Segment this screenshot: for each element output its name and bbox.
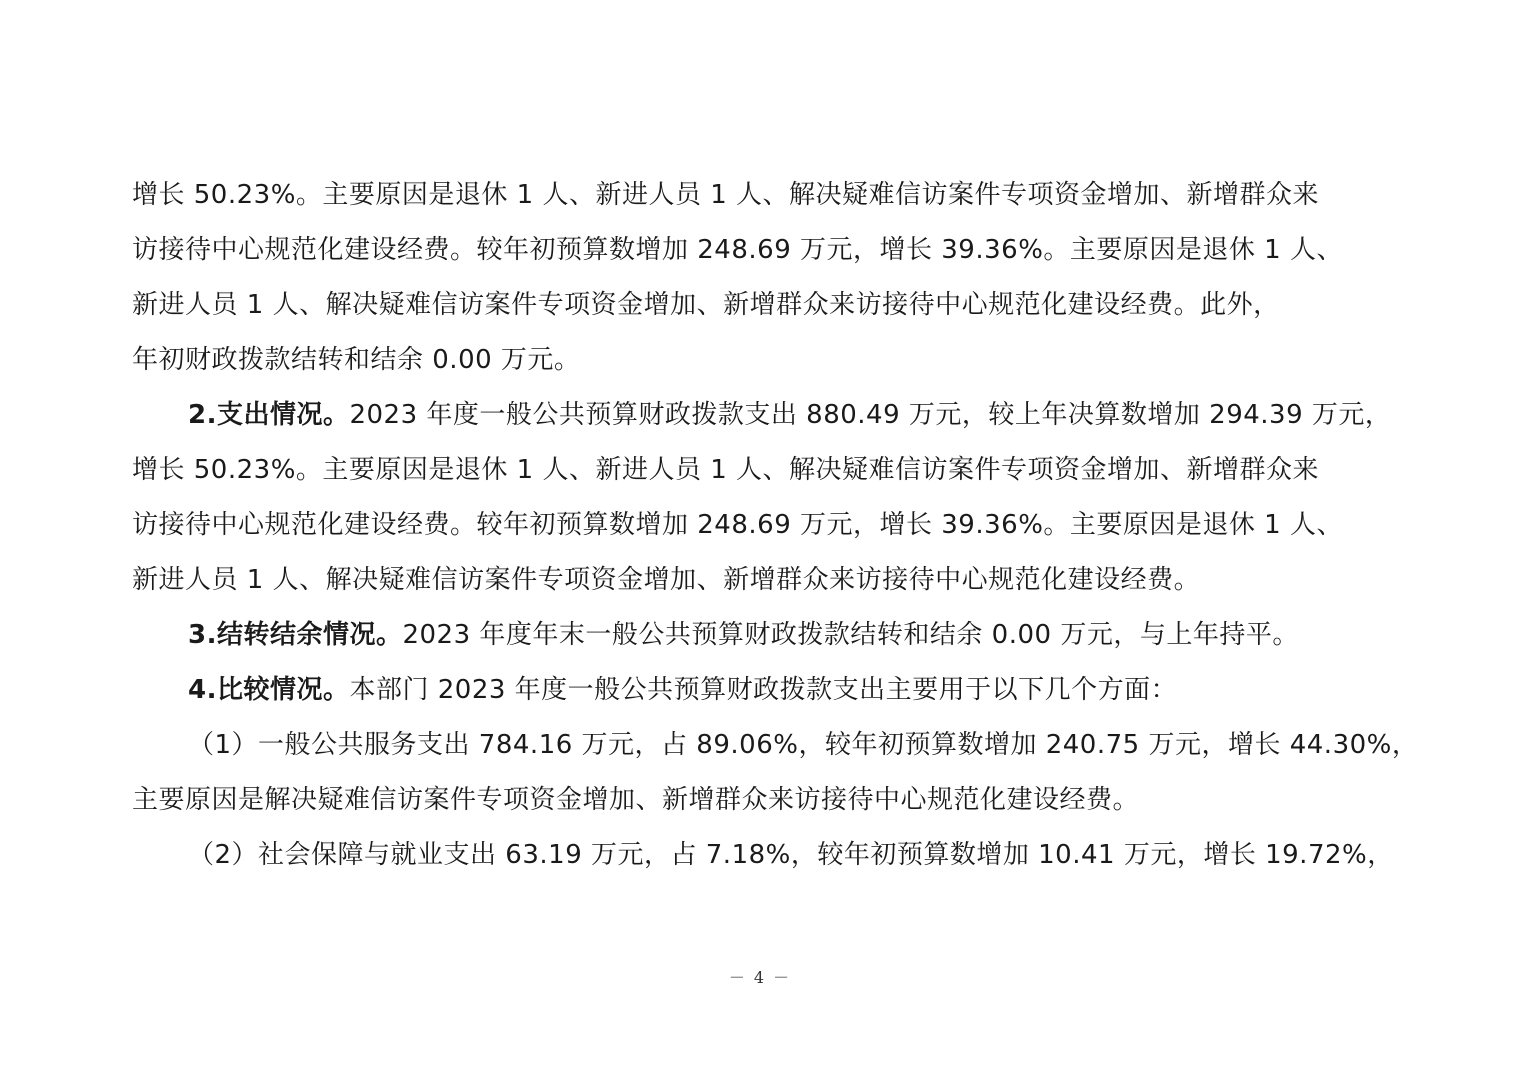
section-2-first-line xyxy=(188,398,1391,432)
section-2-text: 2023 年度一般公共预算财政拨款支出 880.49 万元，较上年决算数增加 294.39 万元， xyxy=(349,400,1392,430)
list-item-1-line: 主要原因是解决疑难信访案件专项资金增加、新增群众来访接待中心规范化建设经费。 xyxy=(132,785,1140,815)
paragraph-line: 增长 50.23%。主要原因是退休 1 人、新进人员 1 人、解决疑难信访案件专项资金增加、新增群众来 xyxy=(132,180,1320,210)
paragraph-line: 年初财政拨款结转和结余 0.00 万元。 xyxy=(132,345,581,375)
paragraph-line: 新进人员 1 人、解决疑难信访案件专项资金增加、新增群众来访接待中心规范化建设经费。此外， xyxy=(132,290,1280,320)
paragraph-line: 访接待中心规范化建设经费。较年初预算数增加 248.69 万元，增长 39.36%。主要原因是退休 1 人、 xyxy=(132,510,1343,540)
section-4-text: 本部门 2023 年度一般公共预算财政拨款支出主要用于以下几个方面： xyxy=(349,675,1178,705)
section-2-heading: 2.支出情况。 xyxy=(188,400,350,430)
section-3-first-line xyxy=(188,618,1299,652)
section-4-first-line xyxy=(188,673,1177,707)
list-item-2-line: （2）社会保障与就业支出 63.19 万元，占 7.18%，较年初预算数增加 10.41 万元，增长 19.72%， xyxy=(188,840,1394,870)
section-4-heading: 4.比较情况。 xyxy=(188,675,350,705)
list-item-1-line: （1）一般公共服务支出 784.16 万元，占 89.06%，较年初预算数增加 240.75 万元，增长 44.30%， xyxy=(188,730,1419,760)
section-3-heading: 3.结转结余情况。 xyxy=(188,620,403,650)
page-number: － 4 － xyxy=(728,968,792,987)
paragraph-line: 新进人员 1 人、解决疑难信访案件专项资金增加、新增群众来访接待中心规范化建设经费。 xyxy=(132,565,1201,595)
paragraph-line: 访接待中心规范化建设经费。较年初预算数增加 248.69 万元，增长 39.36%。主要原因是退休 1 人、 xyxy=(132,235,1343,265)
paragraph-line: 增长 50.23%。主要原因是退休 1 人、新进人员 1 人、解决疑难信访案件专项资金增加、新增群众来 xyxy=(132,455,1320,485)
section-3-text: 2023 年度年末一般公共预算财政拨款结转和结余 0.00 万元，与上年持平。 xyxy=(402,620,1299,650)
